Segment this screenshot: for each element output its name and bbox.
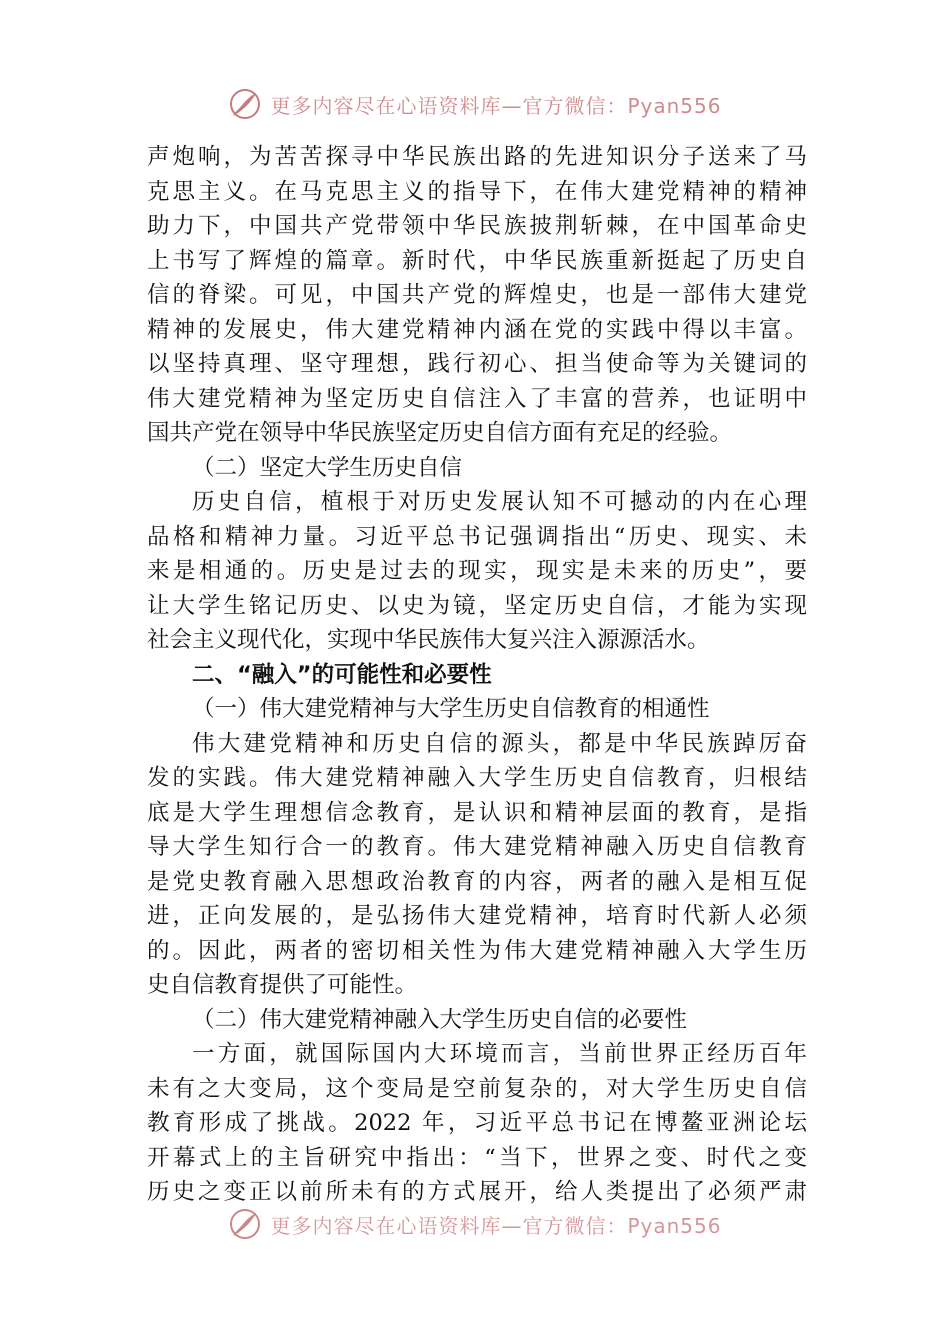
paragraph-line: 助力下，中国共产党带领中华民族披荆斩棘，在中国革命史 <box>147 213 807 239</box>
paragraph-line: 来是相通的。历史是过去的现实，现实是未来的历史”，要 <box>147 558 807 584</box>
watermark-text: 更多内容尽在心语资料库—官方微信：Pyan556 <box>270 93 722 118</box>
paragraph-line: 教育形成了挑战。2022 年，习近平总书记在博鳌亚洲论坛 <box>147 1110 807 1136</box>
paragraph-line: 社会主义现代化，实现中华民族伟大复兴注入源源活水。 <box>147 627 710 653</box>
paragraph-line: 底是大学生理想信念教育，是认识和精神层面的教育，是指 <box>147 799 807 826</box>
paragraph-line: 一方面，就国际国内大环境而言，当前世界正经历百年 <box>192 1041 807 1067</box>
paragraph-line: 伟大建党精神为坚定历史自信注入了丰富的营养，也证明中 <box>147 385 807 412</box>
header-watermark <box>0 84 950 124</box>
paragraph-line: 开幕式上的主旨研究中指出：“当下，世界之变、时代之变 <box>147 1144 807 1171</box>
paragraph-line: 历史之变正以前所未有的方式展开，给人类提出了必须严肃 <box>147 1179 807 1205</box>
paragraph-line: 上书写了辉煌的篇章。新时代，中华民族重新挺起了历史自 <box>147 247 807 274</box>
paragraph-line: 品格和精神力量。习近平总书记强调指出“历史、现实、未 <box>147 523 807 550</box>
document-body <box>147 140 807 1210</box>
paragraph-line: 声炮响，为苦苦探寻中华民族出路的先进知识分子送来了马 <box>147 144 807 170</box>
paragraph-line: 发的实践。伟大建党精神融入大学生历史自信教育，归根结 <box>147 765 807 791</box>
paragraph-line: 的。因此，两者的密切相关性为伟大建党精神融入大学生历 <box>147 937 807 964</box>
chapter-heading: 二、“融入”的可能性和必要性 <box>192 661 492 688</box>
section-heading: （二）坚定大学生历史自信 <box>192 454 463 481</box>
paragraph-line: 信的脊梁。可见，中国共产党的辉煌史，也是一部伟大建党 <box>147 282 807 308</box>
footer-watermark <box>0 1204 950 1244</box>
watermark-text: 更多内容尽在心语资料库—官方微信：Pyan556 <box>270 1213 722 1238</box>
paragraph-line: 伟大建党精神和历史自信的源头，都是中华民族踔厉奋 <box>192 730 807 757</box>
paragraph-line: 未有之大变局，这个变局是空前复杂的，对大学生历史自信 <box>147 1075 807 1102</box>
paragraph-line: 国共产党在领导中华民族坚定历史自信方面有充足的经验。 <box>147 420 733 446</box>
paragraph-line: 让大学生铭记历史、以史为镜，坚定历史自信，才能为实现 <box>147 592 807 619</box>
paragraph-line: 精神的发展史，伟大建党精神内涵在党的实践中得以丰富。 <box>147 316 807 343</box>
section-heading: （二）伟大建党精神融入大学生历史自信的必要性 <box>192 1006 688 1033</box>
paragraph-line: 克思主义。在马克思主义的指导下，在伟大建党精神的精神 <box>147 178 807 205</box>
section-heading: （一）伟大建党精神与大学生历史自信教育的相通性 <box>192 696 710 722</box>
paragraph-line: 历史自信，植根于对历史发展认知不可撼动的内在心理 <box>192 489 807 515</box>
paragraph-line: 进，正向发展的，是弘扬伟大建党精神，培育时代新人必须 <box>147 903 807 929</box>
feather-pen-logo-icon <box>228 87 262 121</box>
paragraph-line: 以坚持真理、坚守理想，践行初心、担当使命等为关键词的 <box>147 351 807 377</box>
feather-pen-logo-icon <box>228 1207 262 1241</box>
paragraph-line: 是党史教育融入思想政治教育的内容，两者的融入是相互促 <box>147 868 807 895</box>
paragraph-line: 史自信教育提供了可能性。 <box>147 972 418 998</box>
paragraph-line: 导大学生知行合一的教育。伟大建党精神融入历史自信教育 <box>147 834 807 860</box>
